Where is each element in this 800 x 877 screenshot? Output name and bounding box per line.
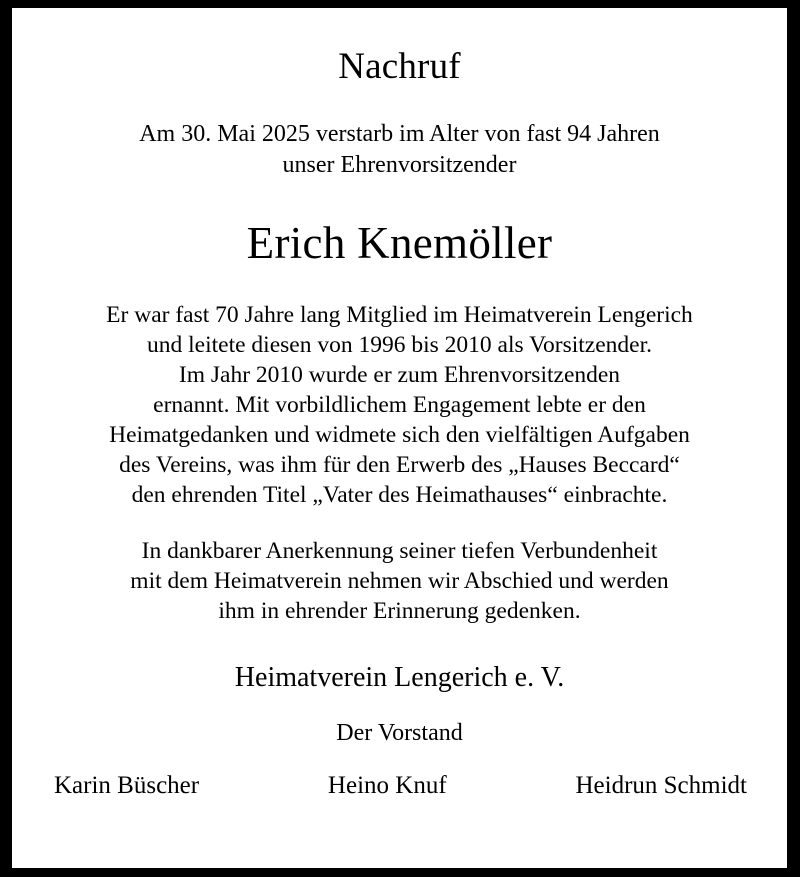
intro-line: Am 30. Mai 2025 verstarb im Alter von fast 94 Jahren	[139, 121, 660, 147]
body-paragraph	[30, 266, 769, 510]
body-line: Im Jahr 2010 wurde er zum Ehrenvorsitzenden	[178, 362, 621, 388]
board-label: Der Vorstand	[336, 720, 463, 746]
tribute-line: mit dem Heimatverein nehmen wir Abschied und werden	[130, 568, 669, 594]
organization-name: Heimatverein Lengerich e. V.	[234, 662, 565, 693]
body-line: Heimatgedanken und widmete sich den vielfältigen Aufgaben	[109, 422, 690, 448]
intro-block	[30, 85, 769, 181]
body-line: ernannt. Mit vorbildlichem Engagement lebte er den	[153, 392, 646, 418]
deceased-name: Erich Knemöller	[246, 218, 553, 268]
body-line: den ehrenden Titel „Vater des Heimathauses“ einbrachte.	[131, 482, 668, 508]
signatory-row	[30, 745, 769, 798]
signatory-name: Heidrun Schmidt	[575, 772, 747, 799]
body-line: Er war fast 70 Jahre lang Mitglied im Heimatverein Lengerich	[106, 302, 693, 328]
signatory-name: Karin Büscher	[54, 772, 200, 799]
body-line: des Vereins, was ihm für den Erwerb des „Hauses Beccard“	[119, 452, 680, 478]
tribute-line: In dankbarer Anerkennung seiner tiefen Verbundenheit	[141, 538, 658, 564]
tribute-line: ihm in ehrender Erinnerung gedenken.	[218, 598, 581, 624]
tribute-paragraph	[30, 510, 769, 626]
intro-line: unser Ehrenvorsitzender	[282, 152, 517, 178]
notice-content	[12, 8, 787, 868]
body-line: und leitete diesen von 1996 bis 2010 als Vorsitzender.	[147, 332, 652, 358]
signatory-name: Heino Knuf	[327, 772, 447, 799]
notice-heading: Nachruf	[338, 46, 461, 87]
